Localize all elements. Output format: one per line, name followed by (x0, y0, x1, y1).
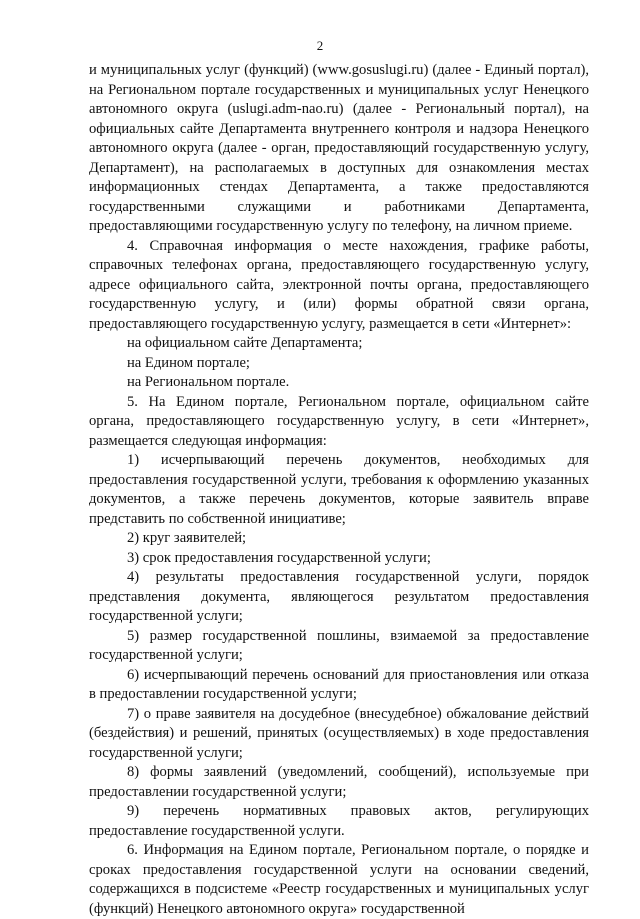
paragraph: 6) исчерпывающий перечень оснований для приостановления или отказа в предоставлении государственной услуги; (89, 666, 589, 702)
paragraph: 4. Справочная информация о месте нахождения, графике работы, справочных телефонах органа, предоставляющего государственную услугу, адресе официального сайта, электронной почты органа, предоставляющего государственную услугу, и (или) формы обратной связи органа, предоставляющего государственную услугу, размещается в сети «Интернет»: (89, 237, 589, 332)
page-number: 2 (316, 38, 324, 53)
paragraph: 2) круг заявителей; (127, 530, 247, 546)
paragraph: 6. Информация на Едином портале, Региональном портале, о порядке и сроках предоставления государственной услуги на основании сведений, содержащихся в подсистеме «Реестр государственных и муниципальных услуг (функций) Ненецкого автономного округа» государственной (89, 842, 589, 917)
paragraph: 9) перечень нормативных правовых актов, регулирующих предоставление государственной услуги. (89, 803, 589, 839)
paragraph: на Едином портале; (127, 354, 250, 371)
paragraph: 1) исчерпывающий перечень документов, необходимых для предоставления государственной услуги, требования к оформлению указанных документов, а также перечень документов, которые заявитель вправе представить по собственной инициативе; (89, 452, 589, 527)
paragraph: 8) формы заявлений (уведомлений, сообщений), используемые при предоставлении государственной услуги; (89, 764, 589, 800)
paragraph: 5) размер государственной пошлины, взимаемой за предоставление государственной услуги; (89, 627, 589, 663)
paragraph: и муниципальных услуг (функций) (www.gosuslugi.ru) (далее - Единый портал), на Региональном портале государственных и муниципальных услуг Ненецкого автономного округа (uslugi.adm-nao.ru) (далее - Региональный портал), на официальных сайте Департамента внутреннего контроля и надзора Ненецкого автономного округа (далее - орган, предоставляющий государственную услугу, Департамент), на располагаемых в доступных для ознакомления местах информационных стендах Департамента, а также предоставляются государственными служащими и работниками Департамента, предоставляющими государственную услугу по телефону, на личном приеме. (89, 62, 589, 234)
paragraph: 5. На Едином портале, Региональном портале, официальном сайте органа, предоставляющего государственную услугу, в сети «Интернет», размещается следующая информация: (89, 393, 589, 449)
paragraph: 7) о праве заявителя на досудебное (внесудебное) обжалование действий (бездействия) и решений, принятых (осуществляемых) в ходе предоставления государственной услуги; (89, 705, 589, 761)
paragraph: 3) срок предоставления государственной услуги; (127, 549, 431, 566)
document-body (89, 61, 589, 919)
paragraph: на официальном сайте Департамента; (127, 335, 363, 351)
paragraph: 4) результаты предоставления государственной услуги, порядок представления документа, являющегося результатом предоставления государственной услуги; (89, 569, 589, 624)
paragraph: на Региональном портале. (127, 374, 290, 390)
